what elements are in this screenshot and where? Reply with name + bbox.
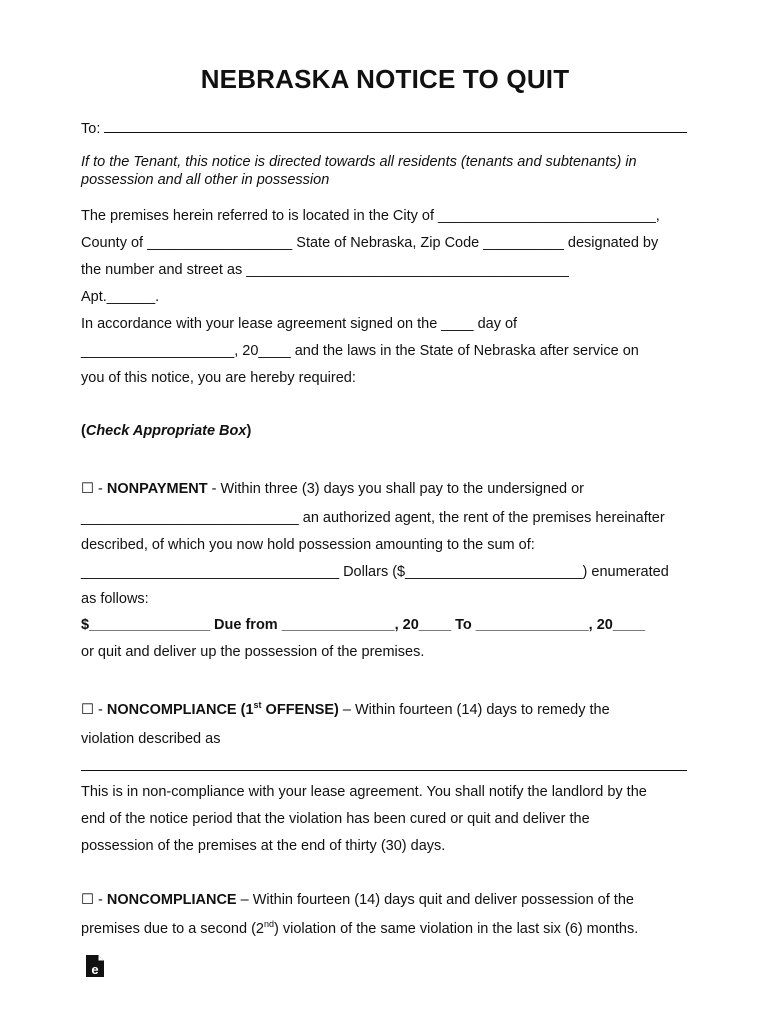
svg-text:e: e xyxy=(91,962,99,977)
premises-line-6: ___________________, 20____ and the laws in the State of Nebraska after service on xyxy=(81,343,639,359)
noncompliance-first-label xyxy=(107,702,339,718)
premises-line-5: In accordance with your lease agreement signed on the ____ day of xyxy=(81,316,518,332)
noncompliance-second-line-2 xyxy=(81,921,638,937)
noncompliance-first-line-4: end of the notice period that the violation has been cured or quit and deliver the xyxy=(81,811,590,827)
noncompliance-first-label-post: OFFENSE) xyxy=(261,702,339,718)
check-box-heading xyxy=(81,423,251,439)
noncompliance-first-checkbox[interactable]: ☐ xyxy=(81,702,94,718)
to-field xyxy=(81,118,687,137)
intro-line-1: If to the Tenant, this notice is directed towards all residents (tenants and subtenants) in xyxy=(81,154,637,170)
premises-line-4: Apt.______. xyxy=(81,289,160,305)
nonpayment-label: NONPAYMENT xyxy=(106,481,208,497)
noncompliance-second-line-2-sup: nd xyxy=(263,919,274,930)
check-box-open: ( xyxy=(81,423,86,439)
to-blank[interactable] xyxy=(104,118,687,133)
nonpayment-dash: - xyxy=(94,481,107,497)
noncompliance-second-text-1: – Within fourteen (14) days quit and deliver possession of the xyxy=(236,892,634,908)
noncompliance-second-checkbox[interactable]: ☐ xyxy=(81,892,94,908)
noncompliance-first-dash: - xyxy=(94,702,107,718)
noncompliance-second-line-1 xyxy=(81,892,634,908)
noncompliance-first-line-2: violation described as xyxy=(81,731,221,747)
premises-line-3: the number and street as ________________________________________ xyxy=(81,262,569,278)
check-box-close: ) xyxy=(246,423,252,439)
eforms-logo-icon xyxy=(84,954,106,978)
noncompliance-first-text-1: – Within fourteen (14) days to remedy the xyxy=(338,702,610,718)
to-label: To: xyxy=(81,121,101,137)
document-title: NEBRASKA NOTICE TO QUIT xyxy=(200,64,570,94)
nonpayment-line-7: or quit and deliver up the possession of the premises. xyxy=(81,644,425,660)
check-box-text: Check Appropriate Box xyxy=(85,423,247,439)
nonpayment-line-6: $_______________ Due from ______________, 20____ To ______________, 20____ xyxy=(81,617,646,633)
noncompliance-first-label-pre: NONCOMPLIANCE (1 xyxy=(106,702,254,718)
intro-line-2: possession and all other in possession xyxy=(81,172,330,188)
premises-line-7: you of this notice, you are hereby required: xyxy=(81,370,356,386)
nonpayment-line-4: ________________________________ Dollars ($______________________) enumerated xyxy=(81,564,669,580)
nonpayment-line-3: described, of which you now hold possession amounting to the sum of: xyxy=(81,537,535,553)
noncompliance-first-line-1 xyxy=(81,702,610,718)
noncompliance-second-line-2-post: ) violation of the same violation in the last six (6) months. xyxy=(273,921,639,937)
noncompliance-first-line-3: This is in non-compliance with your lease agreement. You shall notify the landlord by the xyxy=(81,784,647,800)
noncompliance-first-label-sup: st xyxy=(253,700,262,711)
nonpayment-line-5: as follows: xyxy=(81,591,149,607)
nonpayment-line-2: ___________________________ an authorized agent, the rent of the premises hereinafter xyxy=(81,510,665,526)
violation-blank[interactable] xyxy=(81,770,687,771)
nonpayment-line-1 xyxy=(81,481,584,497)
nonpayment-text-1: - Within three (3) days you shall pay to the undersigned or xyxy=(207,481,585,497)
noncompliance-second-dash: - xyxy=(94,892,107,908)
noncompliance-first-line-5: possession of the premises at the end of thirty (30) days. xyxy=(81,838,446,854)
nonpayment-checkbox[interactable]: ☐ xyxy=(81,481,94,497)
premises-line-2: County of __________________ State of Nebraska, Zip Code __________ designated by xyxy=(81,235,659,251)
noncompliance-second-label: NONCOMPLIANCE xyxy=(106,892,237,908)
premises-line-1: The premises herein referred to is located in the City of ___________________________, xyxy=(81,208,660,224)
noncompliance-second-line-2-pre: premises due to a second (2 xyxy=(81,921,264,937)
